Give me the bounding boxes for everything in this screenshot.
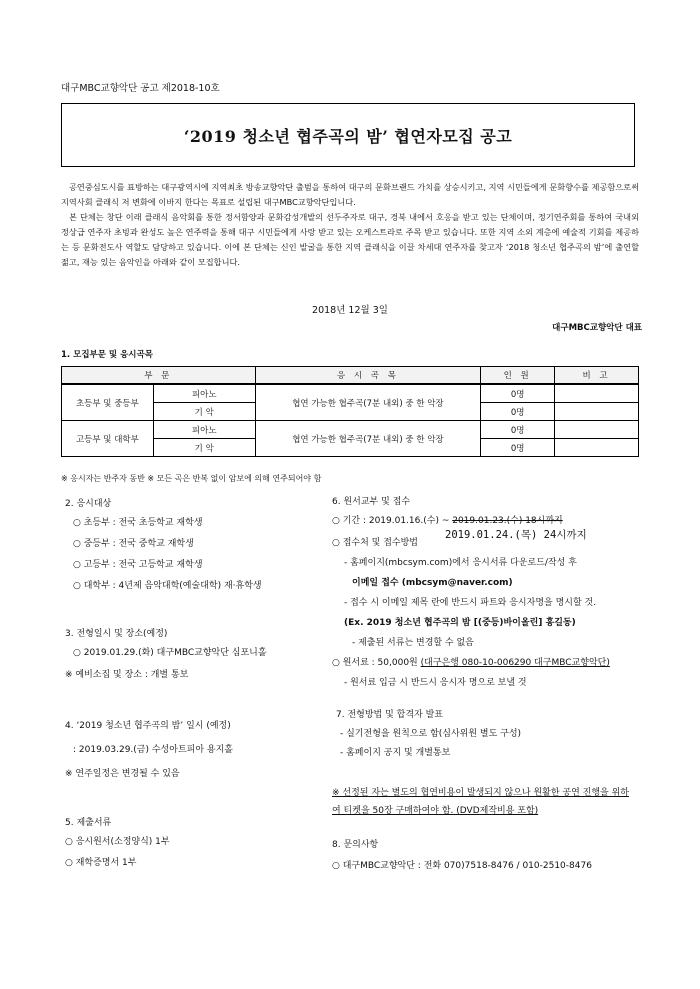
period-corrected: 2019.01.24.(목) 24시까지	[445, 529, 587, 541]
method-example: (Ex. 2019 청소년 협주곡의 밤 [(중등)바이올린] 홍길동)	[344, 618, 576, 628]
header-division: 부 문	[62, 367, 256, 385]
notice-number: 대구MBC교향악단 공고 제2018-10호	[61, 83, 220, 94]
issue-date: 2018년 12월 3일	[312, 305, 388, 316]
intro	[61, 180, 639, 270]
header-piece: 응 시 곡 목	[255, 367, 481, 385]
list-item: ○ 2019.01.29.(화) 대구MBC교향악단 심포니홀	[73, 648, 267, 658]
list-item: - 실기전형을 원칙으로 함(심사위원 별도 구성)	[340, 729, 522, 739]
piece-desc: 협연 가능한 협주곡(7분 내외) 중 한 악장	[255, 421, 481, 457]
fee-note: - 원서료 입금 시 반드시 응시자 명으로 보낼 것	[344, 678, 527, 688]
fee-line	[332, 656, 610, 671]
intro-paragraph: 본 단체는 창단 이래 클래식 음악회를 통한 정서함양과 문화감성개발의 선두주자로 대구, 경북 내에서 호응을 받고 있는 단체이며, 정기연주회를 통하여 국내외 정상급 연주자 초빙과 완성도 높은 연주력을 통해 대구 시민들에게 사랑 받고 있는 오케스트라로 주목 받고 있습니다. 또한 지역 소외 계층에 예술적 기회를 제공하는 등 문화전도사 역할도 담당하고 있습니다. 이에 본 단체는 신인 발굴을 통한 지역 클래식을 이끌 차세대 연주자를 찾고자 ‘2018 청소년 협주곡의 밤’에 출연할 젊고, 재능 있는 음악인을 아래와 같이 모집합니다.	[61, 212, 639, 267]
part-name: 기 악	[153, 439, 255, 457]
part-name: 피아노	[153, 384, 255, 403]
section-7-title: 7. 전형방법 및 합격자 발표	[336, 710, 443, 720]
list-item: ○ 응시원서(소정양식) 1부	[65, 837, 170, 847]
method-line: ○ 접수처 및 접수방법	[332, 538, 418, 548]
recruit-table	[61, 366, 639, 457]
period-struck: 2019.01.23.(수) 18시까지	[452, 516, 563, 526]
section-5-title: 5. 제출서류	[65, 818, 112, 828]
note-cell	[555, 439, 639, 457]
note-cell	[555, 403, 639, 421]
note-cell	[555, 384, 639, 403]
method-item: - 제출된 서류는 변경할 수 없음	[352, 638, 474, 648]
group-name: 초등부 및 중등부	[62, 384, 154, 421]
contact-line: ○ 대구MBC교향악단 : 전화 070)7518-8476 / 010-2510-8476	[332, 861, 592, 871]
table-note: ※ 응시자는 반주자 동반 ※ 모든 곡은 반복 없이 암보에 의해 연주되어야 함	[61, 474, 322, 483]
list-item: ※ 예비소집 및 장소 : 개별 통보	[65, 670, 189, 680]
count: 0명	[481, 384, 555, 403]
section-2-title: 2. 응시대상	[65, 499, 112, 509]
count: 0명	[481, 403, 555, 421]
section-1-title: 1. 모집부문 및 응시곡목	[61, 350, 153, 360]
list-item: ○ 재학증명서 1부	[65, 858, 137, 868]
section-3-title: 3. 전형일시 및 장소(예정)	[65, 629, 168, 639]
header-note: 비 고	[555, 367, 639, 385]
list-item: ○ 대학부 : 4년제 음악대학(예술대학) 재·휴학생	[73, 581, 262, 591]
count: 0명	[481, 439, 555, 457]
section-8-title: 8. 문의사항	[332, 840, 379, 850]
selection-note: ※ 선정된 자는 별도의 협연비용이 발생되지 않으나 원활한 공연 진행을 위하여 티켓을 50장 구매하여야 함. (DVD제작비용 포함)	[332, 788, 629, 816]
period-line	[332, 514, 563, 529]
group-name: 고등부 및 대학부	[62, 421, 154, 457]
header-count: 인 원	[481, 367, 555, 385]
count: 0명	[481, 421, 555, 439]
section-6-title: 6. 원서교부 및 접수	[332, 497, 411, 507]
list-item: ○ 중등부 : 전국 중학교 재학생	[73, 539, 194, 549]
method-item: - 홈페이지(mbcsym.com)에서 응시서류 다운로드/작성 후	[344, 558, 577, 568]
piece-desc: 협연 가능한 협주곡(7분 내외) 중 한 악장	[255, 384, 481, 421]
list-item: : 2019.03.29.(금) 수성아트피아 용지홀	[73, 745, 233, 755]
fee-label: ○ 원서료 : 50,000원	[332, 658, 421, 668]
document-title: ‘2019 청소년 협주곡의 밤’ 협연자모집 공고	[183, 126, 513, 146]
part-name: 피아노	[153, 421, 255, 439]
intro-paragraph: 공연중심도시를 표방하는 대구광역시에 지역최초 방송교향악단 출범을 통하여 대구의 문화브랜드 가치를 상승시키고, 지역 시민들에게 문화향수를 제공함으로써 지역사회 클래식 저 변화에 이바지 한다는 목표로 설립된 대구MBC교향악단입니다.	[61, 182, 639, 207]
title-box	[61, 103, 635, 167]
fee-account: (대구은행 080-10-006290 대구MBC교향악단)	[420, 658, 610, 668]
list-item: ○ 초등부 : 전국 초등학교 재학생	[73, 518, 203, 528]
method-item: - 접수 시 이메일 제목 란에 반드시 파트와 응시자명을 명시할 것.	[344, 598, 597, 608]
period-label: ○ 기간 : 2019.01.16.(수) ~	[332, 516, 453, 526]
note-cell	[555, 421, 639, 439]
list-item: ○ 고등부 : 전국 고등학교 재학생	[73, 560, 203, 570]
part-name: 기 악	[153, 403, 255, 421]
section-4-title: 4. ‘2019 청소년 협주곡의 밤’ 일시 (예정)	[65, 721, 231, 731]
list-item: - 홈페이지 공지 및 개별통보	[340, 748, 451, 758]
list-item: ※ 연주일정은 변경될 수 있음	[65, 769, 180, 779]
signer: 대구MBC교향악단 대표	[552, 323, 642, 333]
method-email: 이메일 접수 (mbcsym@naver.com)	[352, 578, 513, 588]
